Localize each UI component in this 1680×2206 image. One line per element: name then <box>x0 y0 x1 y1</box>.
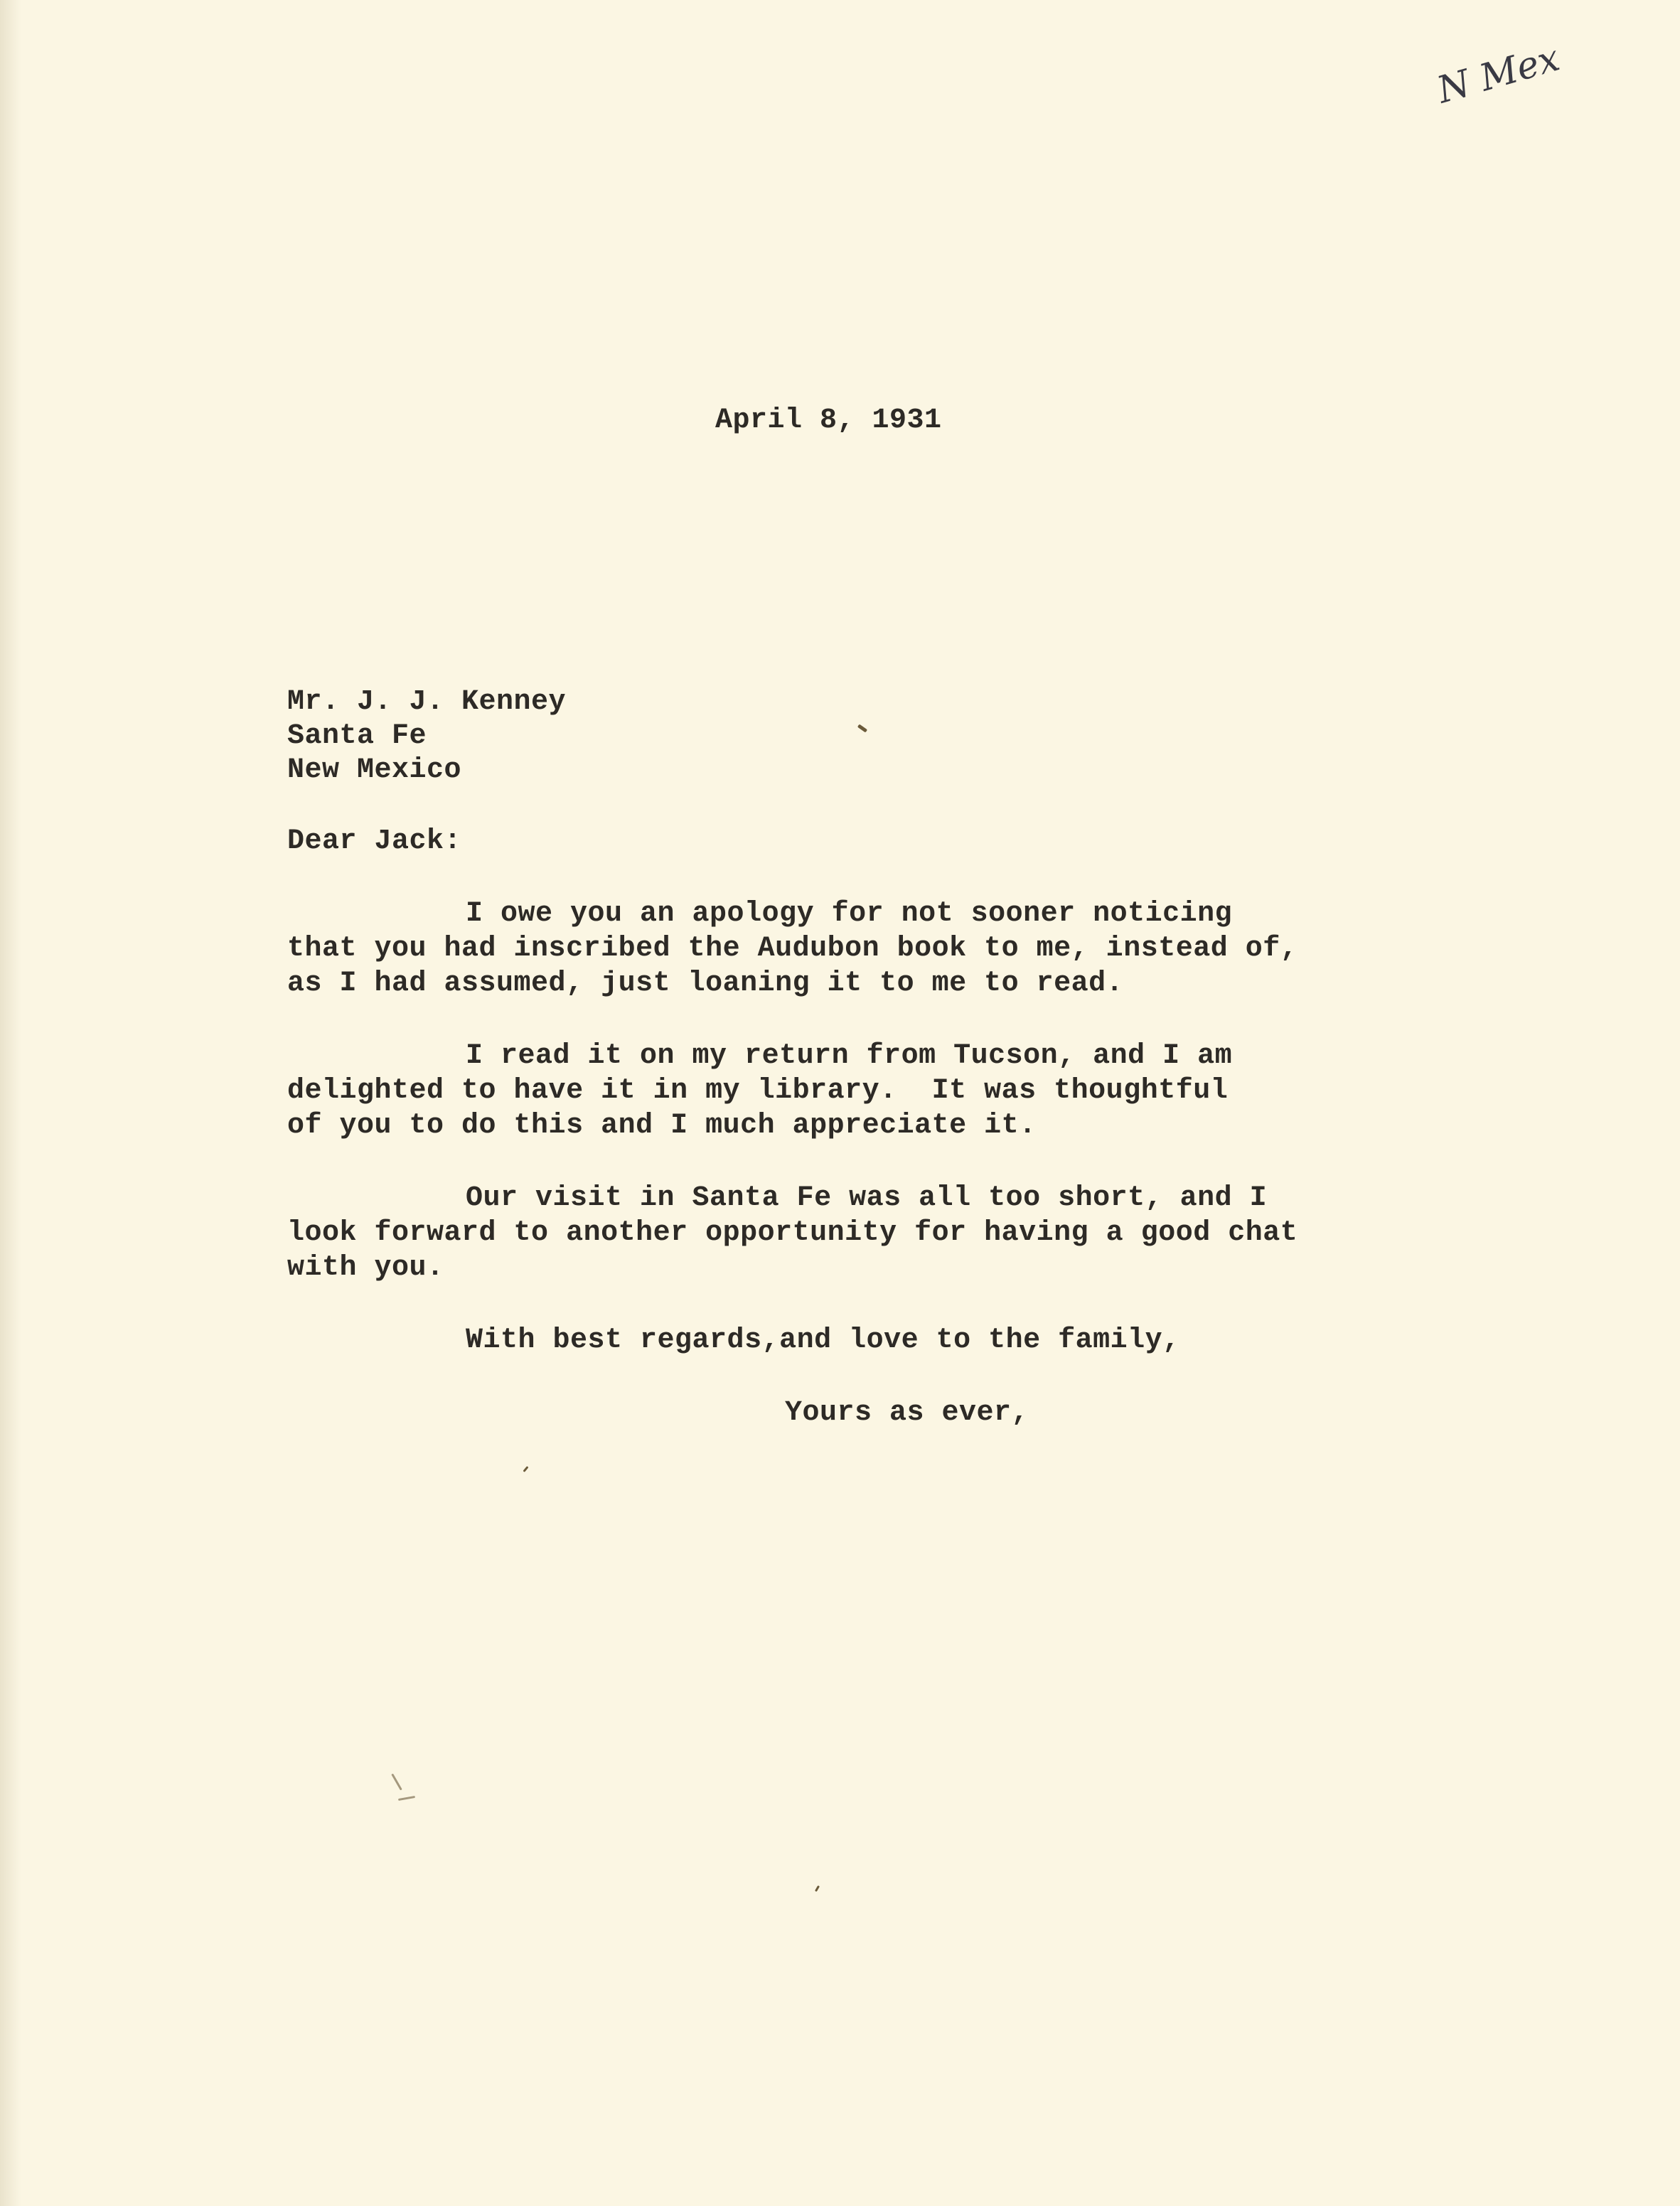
ink-speck <box>815 1885 820 1892</box>
paper-edge <box>0 0 21 2206</box>
recipient-city: Santa Fe <box>287 720 427 752</box>
paragraph-3-line-2: look forward to another opportunity for having a good chat <box>287 1217 1298 1249</box>
recipient-name: Mr. J. J. Kenney <box>287 686 567 718</box>
handwritten-annotation: N Mex <box>1433 36 1565 112</box>
paragraph-2-line-2: delighted to have it in my library. It was thoughtful <box>287 1075 1229 1107</box>
letter-date: April 8, 1931 <box>715 405 942 437</box>
recipient-state: New Mexico <box>287 754 462 786</box>
paragraph-1-line-3: as I had assumed, just loaning it to me to read. <box>287 968 1124 1000</box>
paragraph-3-line-1: Our visit in Santa Fe was all too short, and I <box>466 1182 1268 1214</box>
paragraph-2-line-3: of you to do this and I much appreciate it. <box>287 1110 1037 1142</box>
valediction: Yours as ever, <box>785 1397 1029 1429</box>
pencil-mark <box>398 1796 415 1801</box>
paragraph-2-line-1: I read it on my return from Tucson, and I am <box>466 1040 1233 1072</box>
closing-line: With best regards,and love to the family, <box>466 1324 1180 1356</box>
ink-speck <box>857 724 867 732</box>
paragraph-1-line-2: that you had inscribed the Audubon book to me, instead of, <box>287 933 1298 965</box>
pencil-mark <box>391 1773 402 1790</box>
paragraph-3-line-3: with you. <box>287 1252 444 1284</box>
ink-speck <box>523 1466 528 1472</box>
paragraph-1-line-1: I owe you an apology for not sooner noticing <box>466 898 1233 930</box>
salutation: Dear Jack: <box>287 825 462 857</box>
